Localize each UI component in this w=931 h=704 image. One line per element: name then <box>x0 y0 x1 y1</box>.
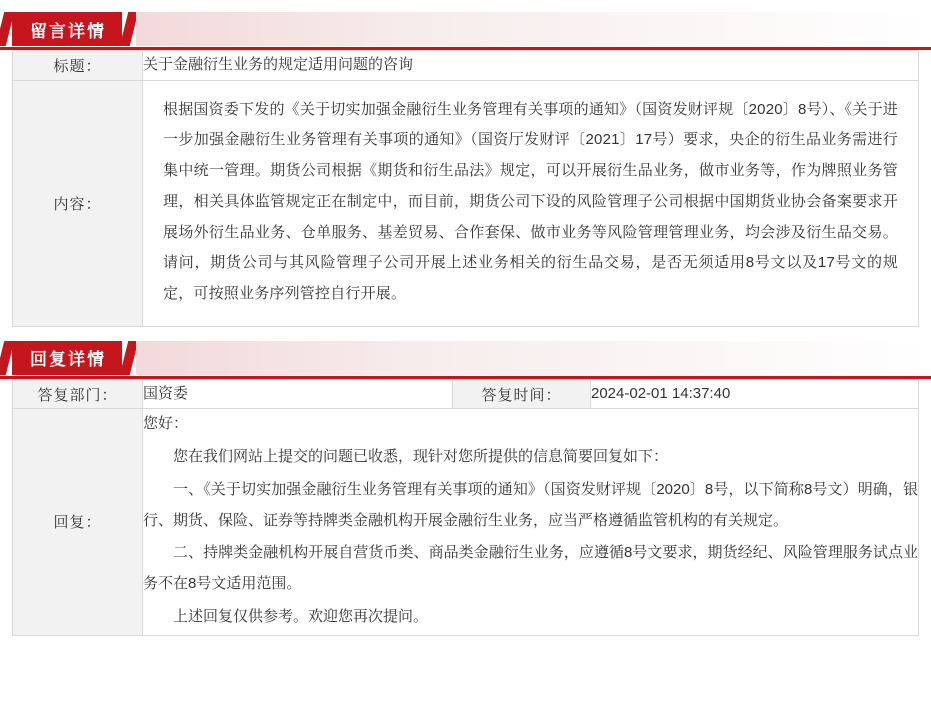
title-value: 关于金融衍生业务的规定适用问题的咨询 <box>143 51 919 81</box>
reply-section-title: 回复详情 <box>12 341 122 375</box>
reply-dept-label: 答复部门： <box>13 379 143 409</box>
reply-header-tail <box>136 341 931 375</box>
table-row-content <box>13 80 919 326</box>
reply-label: 回复： <box>13 409 143 635</box>
table-row-title <box>13 51 919 81</box>
reply-time-value: 2024-02-01 14:37:40 <box>591 379 919 409</box>
reply-header-underline <box>0 376 931 379</box>
reply-paragraph-4: 上述回复仅供参考。欢迎您再次提问。 <box>173 607 429 625</box>
content-label: 内容： <box>13 80 143 326</box>
message-section-title: 留言详情 <box>12 12 122 46</box>
table-row-reply-meta <box>13 379 919 409</box>
table-row-reply-body <box>13 409 919 635</box>
reply-section-header <box>0 337 931 379</box>
message-header-underline <box>0 47 931 50</box>
reply-detail-table <box>12 379 919 636</box>
content-value: 根据国资委下发的《关于切实加强金融衍生业务管理有关事项的通知》（国资发财评规〔2020〕8号）、《关于进一步加强金融衍生业务管理有关事项的通知》（国资厅发财评〔2021〕17号）要求，央企的衍生品业务需进行集中统一管理。期货公司根据《期货和衍生品法》规定，可以开展衍生品业务，做市业务等，作为牌照业务管理，相关具体监管规定正在制定中，而目前，期货公司下设的风险管理子公司根据中国期货业协会备案要求开展场外衍生品业务、仓单服务、基差贸易、合作套保、做市业务等风险管理管理业务，均会涉及衍生品交易。请问，期货公司与其风险管理子公司开展上述业务相关的衍生品交易，是否无须适用8号文以及17号文的规定，可按照业务序列管控自行开展。 <box>143 80 919 326</box>
reply-paragraph-1: 您在我们网站上提交的问题已收悉，现针对您所提供的信息简要回复如下： <box>173 448 669 465</box>
reply-body <box>143 409 919 635</box>
message-section-header <box>0 8 931 50</box>
reply-paragraph-3: 二、持牌类金融机构开展自营货币类、商品类金融衍生业务，应遵循8号文要求，期货经纪、风险管理服务试点业务不在8号文适用范围。 <box>143 544 918 592</box>
reply-paragraph-0: 您好： <box>143 415 189 433</box>
reply-dept-value: 国资委 <box>143 379 453 409</box>
title-label: 标题： <box>13 51 143 81</box>
message-header-tail <box>136 12 931 46</box>
reply-paragraph-2: 一、《关于切实加强金融衍生业务管理有关事项的通知》（国资发财评规〔2020〕8号，以下简称8号文）明确，银行、期货、保险、证券等持牌类金融机构开展金融衍生业务，应当严格遵循监管机构的有关规定。 <box>143 480 918 529</box>
message-detail-table <box>12 50 919 327</box>
reply-time-label: 答复时间： <box>453 379 591 409</box>
page-root <box>0 8 931 636</box>
